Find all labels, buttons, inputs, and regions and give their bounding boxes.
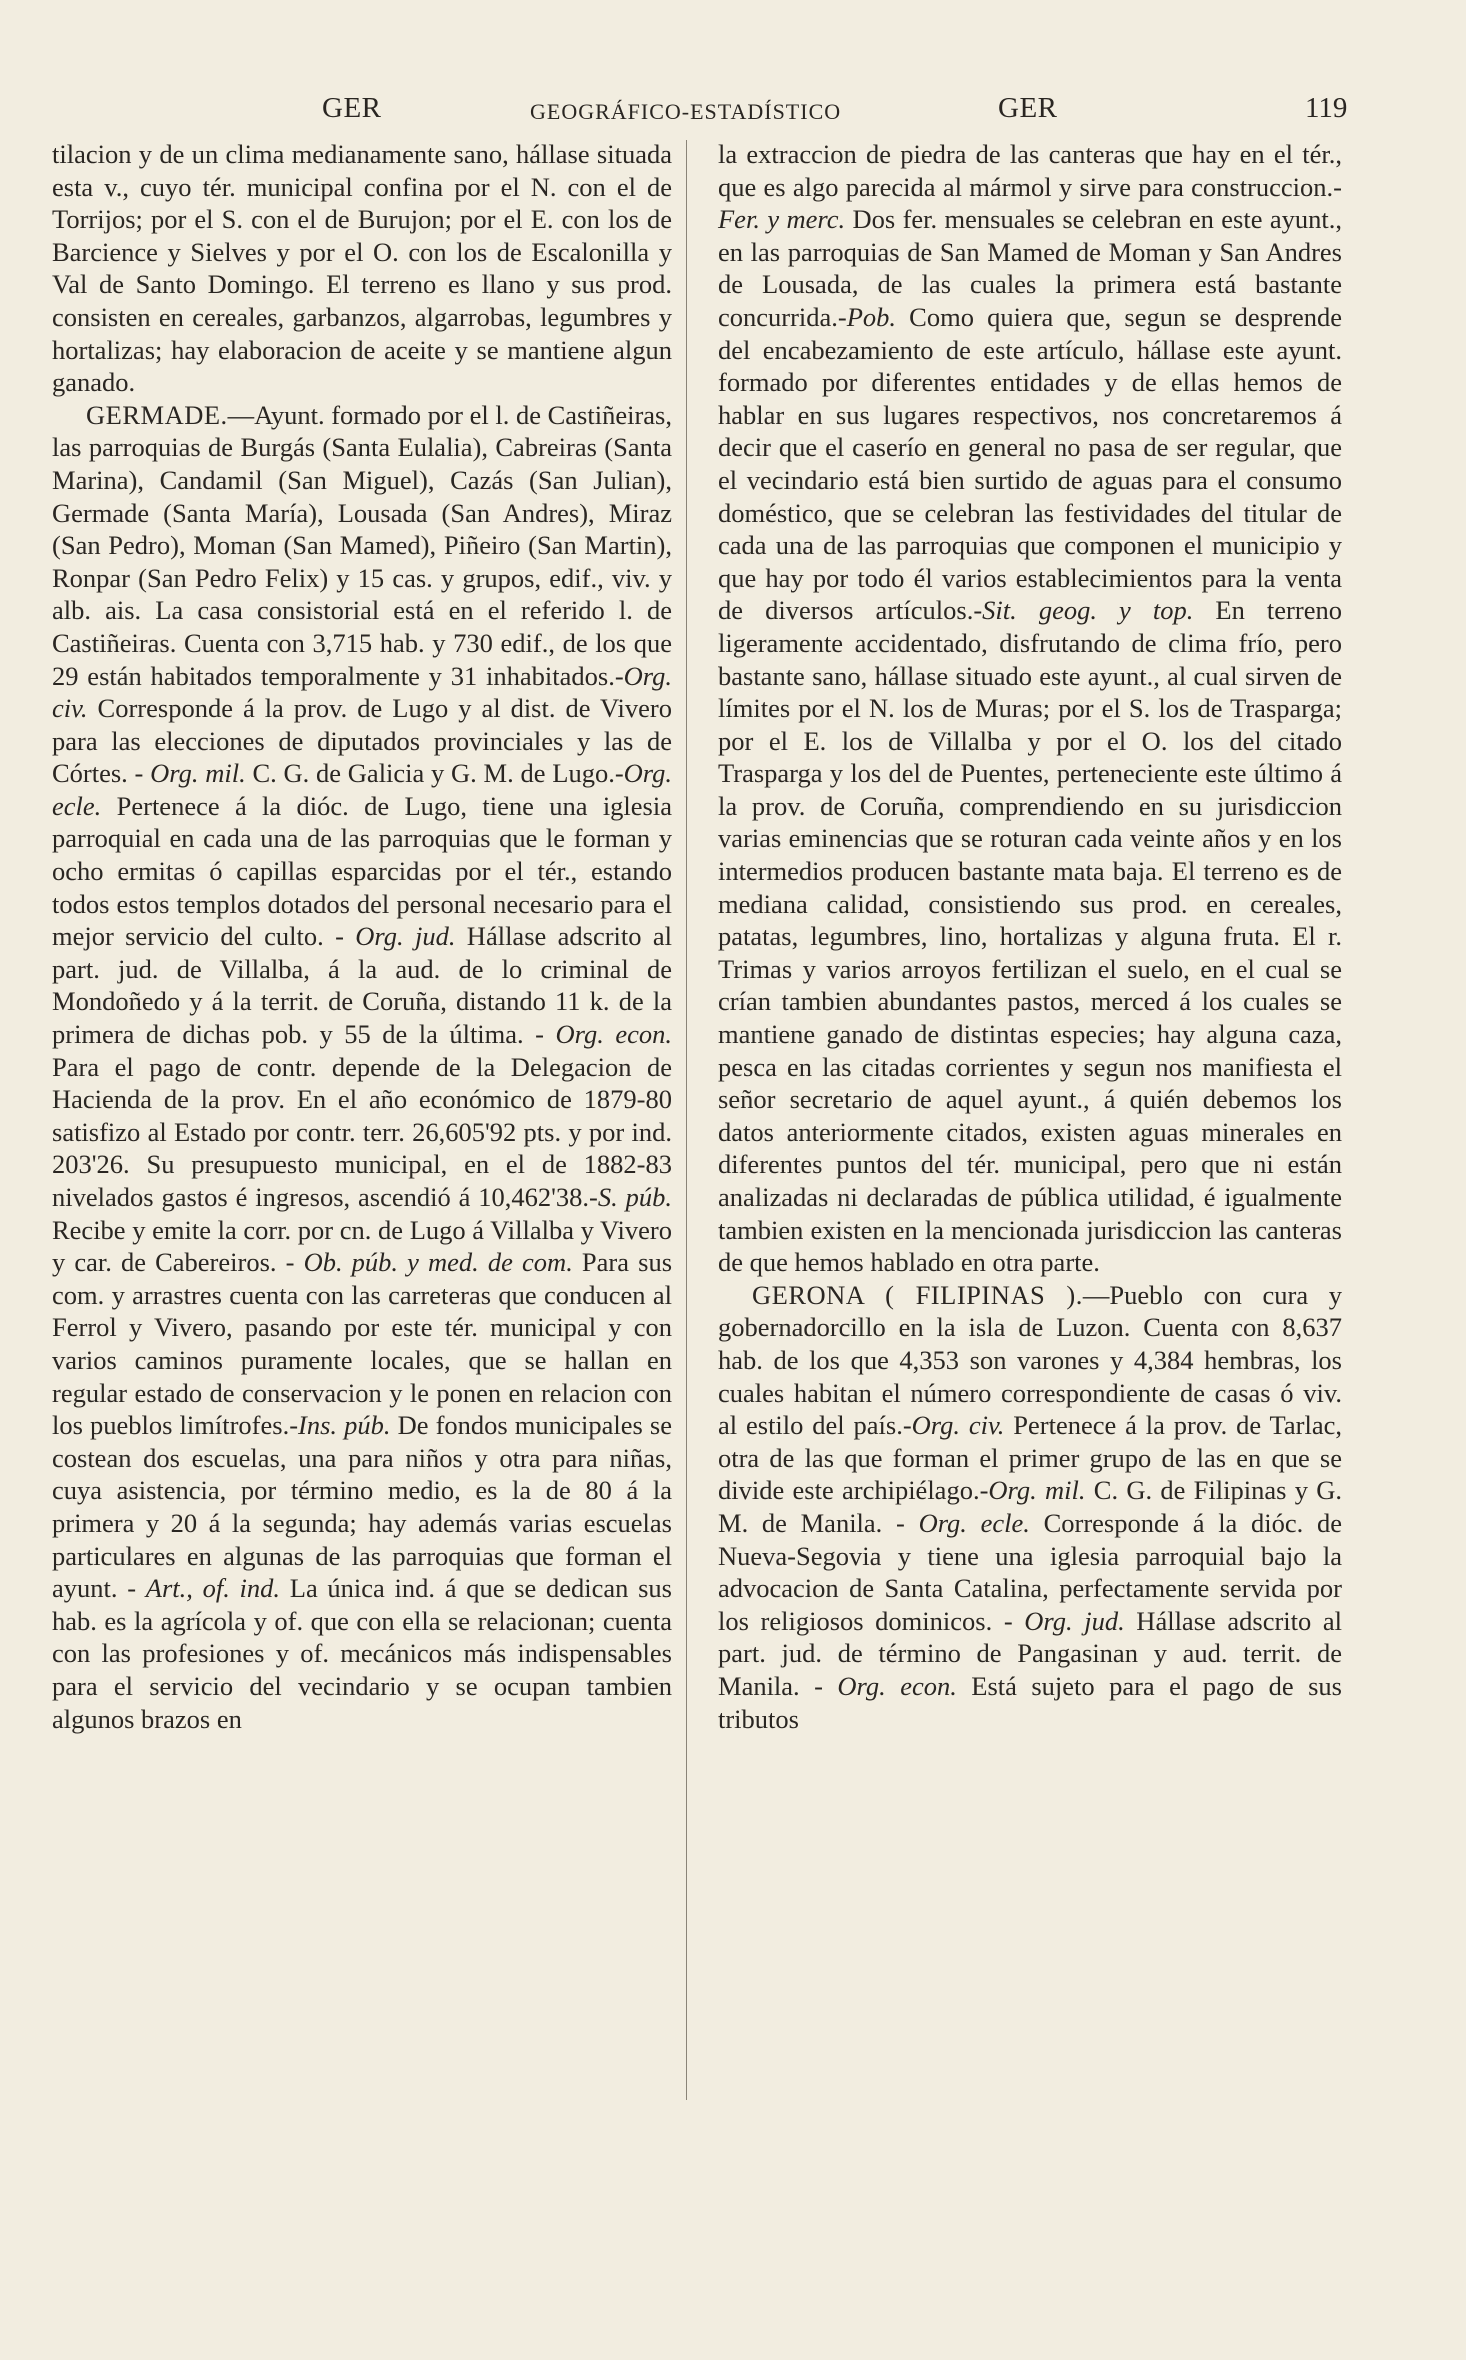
entry-text: Está sujeto para el pago de sus tributos [718, 1670, 1342, 1734]
entry-text: —Ayunt. formado por el l. de Castiñeiras, las parroquias de Burgás (Santa Eulalia), Cabreiras (Santa Marina), Candamil (San Miguel), Cazás (San Julian), Germade (Santa María), Lousada (San Andres), Miraz (San Pedro), Moman (San Mamed), Piñeiro (San Martin), Ronpar (San Pedro Felix) y 15 cas. y grupos, edif., viv. y alb. ais. La casa consistorial está en el referido l. de Castiñeiras. Cuenta con 3,715 hab. y 730 edif., de los que 29 están habitados temporalmente y 31 inhabitados.- [52, 399, 672, 691]
paragraph-continuation: tilacion y de un clima medianamente sano, hállase situada esta v., cuyo tér. municipal confina por el N. con el de Torrijos; por el S. con el de Burujon; por el E. con los de Barcience y Sielves y por el O. con los de Escalonilla y Val de Santo Domingo. El terreno es llano y sus prod. consisten en cereales, garbanzos, algarrobas, legumbres y hortalizas; hay elaboracion de aceite y se mantiene algun ganado. [52, 139, 672, 398]
section-label: Ob. púb. y med. de com. [303, 1247, 573, 1278]
entry-headword: GERMADE. [86, 399, 228, 430]
entry-text: —Pueblo con cura y gobernadorcillo en la isla de Luzon. Cuenta con 8,637 hab. de los que 4,353 son varones y 4,384 hembras, los cuales habitan el número correspondiente de casas ó viv. al estilo del país.- [718, 1279, 1342, 1441]
section-label: Pob. [846, 301, 897, 332]
section-label: Org. mil. [150, 758, 246, 789]
entry-text: De fondos municipales se costean dos escuelas, una para niños y otra para niñas, cuya asistencia, por término medio, es la de 80 á la primera y 20 á la segunda; hay además varias escuelas particulares en algunas de las parroquias que forman el ayunt. - [52, 1410, 672, 1604]
section-label: Org. civ. [911, 1410, 1005, 1441]
section-label: Org. econ. [837, 1670, 957, 1701]
header-right-word: GER [998, 92, 1058, 124]
section-label: S. púb. [597, 1182, 672, 1212]
entry-text: En terreno ligeramente accidentado, disfrutando de clima frío, pero bastante sano, hállase situado este ayunt., al cual sirven de límites por el N. los de Muras; por el S. los de Trasparga; por el E. los de Villalba y por el O. los del citado Trasparga y los del de Puentes, perteneciente este último á la prov. de Coruña, comprendiendo en su jurisdiccion varias eminencias que se roturan cada veinte años y en los intermedios producen bastante mata baja. El terreno es de mediana calidad, consistiendo sus prod. en cereales, patatas, legumbres, lino, hortalizas y alguna fruta. El r. Trimas y varios arroyos fertilizan el suelo, en el cual se crían tambien abundantes pastos, merced á los cuales se mantiene ganado de distintas especies; hay alguna caza, pesca en las citadas corrientes y segun nos manifiesta el señor secretario de aquel ayunt., á quién debemos los datos anteriormente citados, existen aguas minerales en diferentes puntos del tér. municipal, pero que ni están analizadas ni declaradas de pública utilidad, é igualmente tambien existen en la mencionada jurisdiccion las canteras de que hemos hablado en otra parte. [718, 595, 1342, 1278]
entry-germade [52, 399, 672, 1735]
entry-text: Como quiera que, segun se desprende del encabezamiento de este artículo, hállase este ayunt. formado por diferentes entidades y de ellas hemos de hablar en sus lugares respectivos, nos concretaremos á decir que el caserío en general no pasa de ser regular, que el vecindario está bien surtido de aguas para el consumo doméstico, que se celebran las festividades del titular de cada una de las parroquias que componen el municipio y que hay por todo él varios establecimientos para la venta de diversos artículos.- [718, 301, 1342, 626]
section-label: Org. ecle. [918, 1507, 1030, 1538]
right-column [718, 138, 1342, 1735]
entry-text: la extraccion de piedra de las canteras que hay en el tér., que es algo parecida al mármol y sirve para construccion.- [718, 139, 1342, 202]
header-left-word: GER [322, 92, 382, 124]
entry-text: Hállase adscrito al part. jud. de término de Pangasinan y aud. territ. de Manila. - [718, 1605, 1342, 1701]
paragraph-continuation [718, 138, 1342, 1279]
entry-text: Corresponde á la dióc. de Nueva-Segovia y tiene una iglesia parroquial bajo la advocacion de Santa Catalina, perfectamente servida por los religiosos dominicos. - [718, 1507, 1342, 1636]
section-label: Org. jud. [1024, 1605, 1125, 1636]
column-divider [686, 140, 687, 2100]
entry-text: C. G. de Filipinas y G. M. de Manila. - [718, 1475, 1342, 1538]
section-label: Org. econ. [555, 1019, 672, 1050]
section-label: Org. civ. [52, 660, 672, 724]
entry-text: C. G. de Galicia y G. M. de Lugo.- [245, 758, 624, 789]
entry-text: Recibe y emite la corr. por cn. de Lugo á Villalba y Vivero y car. de Cabereiros. - [52, 1214, 672, 1278]
page-number: 119 [1305, 92, 1348, 124]
entry-text: Dos fer. mensuales se celebran en este ayunt., en las parroquias de San Mamed de Moman y San Andres de Lousada, de las cuales la primera está bastante concurrida.- [718, 204, 1343, 332]
entry-text: Para el pago de contr. depende de la Delegacion de Hacienda de la prov. En el año económico de 1879-80 satisfizo al Estado por contr. terr. 26,605'92 pts. y por ind. 203'26. Su presupuesto municipal, en el de 1882-83 nivelados gastos é ingresos, ascendió á 10,462'38.- [52, 1051, 672, 1212]
running-header [0, 92, 1466, 132]
header-title: GEOGRÁFICO-ESTADÍSTICO [530, 99, 842, 124]
section-label: Ins. púb. [298, 1410, 391, 1441]
section-label: Org. ecle. [52, 758, 672, 821]
entry-text: Hállase adscrito al part. jud. de Villalba, á la aud. de lo criminal de Mondoñedo y á la territ. de Coruña, distando 11 k. de la primera de dichas pob. y 55 de la última. - [52, 921, 672, 1050]
entry-text: Pertenece á la dióc. de Lugo, tiene una iglesia parroquial en cada una de las parroquias que le forman y ocho ermitas ó capillas esparcidas por el tér., estando todos estos templos dotados del personal necesario para el mejor servicio del culto. - [52, 790, 672, 952]
left-column [52, 138, 672, 1735]
entry-headword: GERONA ( FILIPINAS ). [752, 1279, 1083, 1310]
section-label: Art., of. ind. [145, 1573, 281, 1604]
entry-text: Pertenece á la prov. de Tarlac, otra de las que forman el primer grupo de las en que se divide este archipiélago.- [718, 1410, 1342, 1506]
entry-text: Para sus com. y arrastres cuenta con las carreteras que conducen al Ferrol y Vivero, pasando por este tér. municipal y con varios caminos puramente locales, que se hallan en regular estado de conservacion y le ponen en relacion con los pueblos limítrofes.- [52, 1247, 673, 1441]
entry-text: La única ind. á que se dedican sus hab. es la agrícola y of. que con ella se relacionan; cuenta con las profesiones y of. mecánicos más indispensables para el servicio del vecindario y se ocupan tambien algunos brazos en [52, 1573, 672, 1734]
entry-gerona [718, 1279, 1342, 1735]
section-label: Sit. geog. y top. [982, 595, 1194, 626]
entry-text: Corresponde á la prov. de Lugo y al dist. de Vivero para las elecciones de diputados provinciales y las de Córtes. - [52, 693, 672, 789]
section-label: Org. jud. [355, 921, 456, 952]
section-label: Fer. y merc. [718, 204, 846, 235]
section-label: Org. mil. [988, 1475, 1086, 1506]
